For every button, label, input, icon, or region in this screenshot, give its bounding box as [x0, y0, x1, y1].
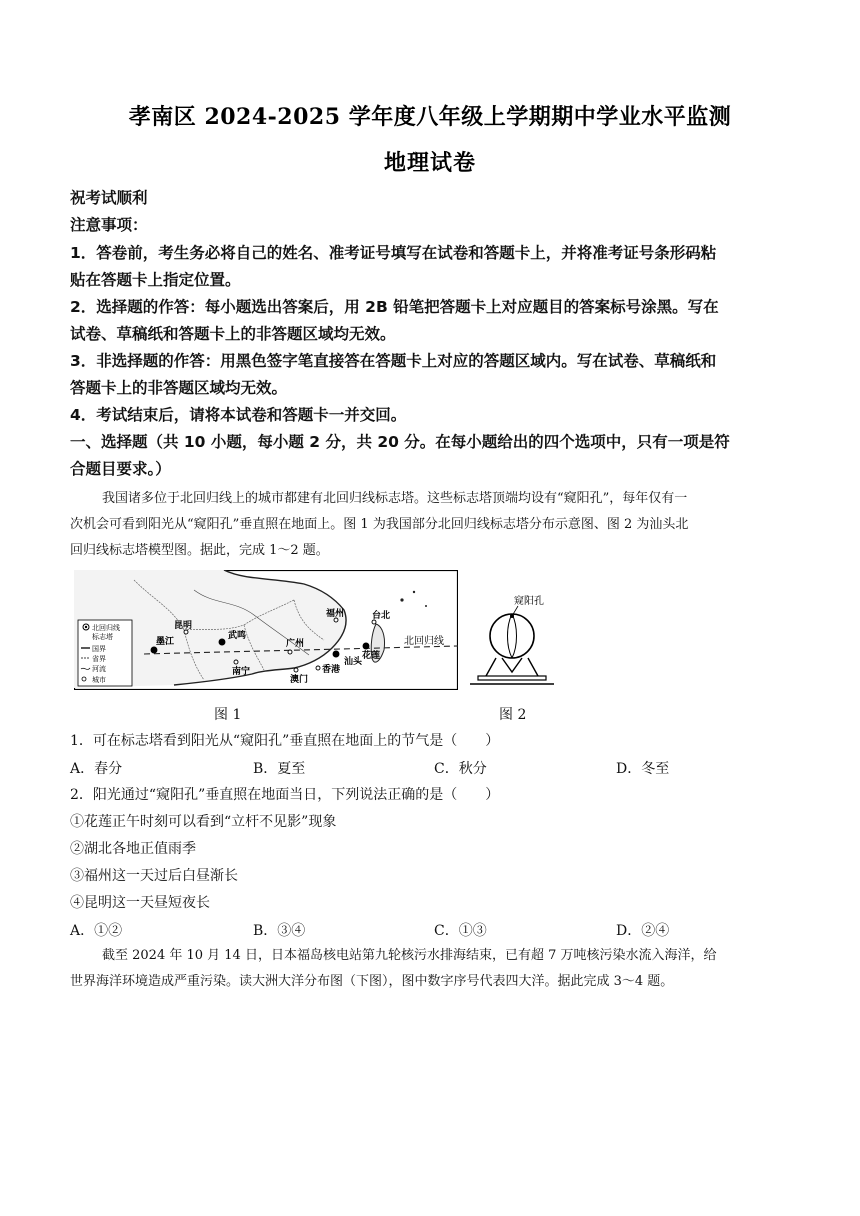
- option-a[interactable]: A．春分: [70, 761, 123, 777]
- city-label: 广州: [286, 639, 305, 649]
- passage-line: 我国诸多位于北回归线上的城市都建有北回归线标志塔。这些标志塔顶端均设有“窥阳孔”，每年仅有一: [102, 491, 688, 506]
- option-d[interactable]: D．冬至: [616, 761, 670, 777]
- city-marker: [333, 651, 339, 657]
- city-label: 台北: [372, 611, 391, 621]
- legend-item: 城市: [92, 676, 106, 684]
- city-label: 武鸣: [228, 631, 247, 641]
- legend-item: 标志塔: [92, 633, 113, 641]
- city-label: 福州: [326, 609, 345, 619]
- notice-item: 1．答卷前，考生务必将自己的姓名、准考证号填写在试卷和答题卡上，并将准考证号条形码粘: [70, 244, 717, 262]
- question-2-statement: ②湖北各地正值雨季: [70, 841, 196, 857]
- option-d[interactable]: D．②④: [616, 923, 670, 939]
- question-2-statement: ①花莲正午时刻可以看到“立杆不见影”现象: [70, 814, 337, 830]
- greeting: 祝考试顺利: [70, 189, 148, 207]
- passage-line: 回归线标志塔模型图。据此，完成 1～2 题。: [70, 543, 329, 558]
- option-b[interactable]: B．③④: [253, 923, 306, 939]
- tropic-line-label: 北回归线: [404, 636, 444, 647]
- passage-line: 截至 2024 年 10 月 14 日，日本福岛核电站第九轮核污水排海结束，已有超 7 万吨核污染水流入海洋，给: [102, 948, 717, 963]
- figure1-caption: 图 1: [214, 707, 242, 723]
- city-label: 香港: [322, 665, 341, 675]
- notice-item: 答题卡上的非答题区域均无效。: [70, 379, 288, 397]
- section-heading: 合题目要求。）: [70, 460, 171, 478]
- city-label: 南宁: [232, 667, 251, 677]
- question-2-stem: 2．阳光通过“窥阳孔”垂直照在地面当日，下列说法正确的是（ ）: [70, 787, 500, 803]
- city-marker: [151, 647, 157, 653]
- figure2-caption: 图 2: [499, 707, 527, 723]
- notice-item: 4．考试结束后，请将本试卷和答题卡一并交回。: [70, 406, 407, 424]
- notice-item: 试卷、草稿纸和答题卡上的非答题区域均无效。: [70, 325, 396, 343]
- notice-item: 贴在答题卡上指定位置。: [70, 271, 241, 289]
- passage-line: 世界海洋环境造成严重污染。读大洲大洋分布图（下图），图中数字序号代表四大洋。据此完成 3～4 题。: [70, 974, 674, 989]
- figure1-map: [74, 570, 458, 690]
- city-marker: [316, 666, 320, 670]
- legend-item: 国界: [92, 645, 106, 653]
- exam-subtitle: 地理试卷: [383, 150, 476, 176]
- city-marker: [294, 668, 298, 672]
- exam-title: 孝南区 2024-2025 学年度八年级上学期期中学业水平监测: [128, 104, 732, 130]
- question-1-options: [70, 758, 796, 778]
- question-2-options: [70, 920, 796, 940]
- section-heading: 一、选择题（共 10 小题，每小题 2 分，共 20 分。在每小题给出的四个选项中，只有一项是符: [70, 433, 730, 451]
- city-label: 墨江: [156, 637, 175, 647]
- city-label: 澳门: [290, 675, 309, 685]
- option-a[interactable]: A．①②: [70, 923, 123, 939]
- legend-item: 河流: [92, 665, 106, 673]
- legend-item: 北回归线: [92, 624, 120, 632]
- option-c[interactable]: C．秋分: [434, 761, 487, 777]
- city-label: 花莲: [362, 651, 381, 661]
- passage-line: 次机会可看到阳光从“窥阳孔”垂直照在地面上。图 1 为我国部分北回归线标志塔分布示意图、图 2 为汕头北: [70, 517, 689, 532]
- question-2-statement: ③福州这一天过后白昼渐长: [70, 868, 238, 884]
- option-b[interactable]: B．夏至: [253, 761, 306, 777]
- figure2-label: 窥阳孔: [514, 596, 544, 607]
- city-marker: [363, 643, 369, 649]
- option-c[interactable]: C．①③: [434, 923, 487, 939]
- notice-item: 2．选择题的作答：每小题选出答案后，用 2B 铅笔把答题卡上对应题目的答案标号涂黑。写在: [70, 298, 719, 316]
- notice-heading: 注意事项：: [70, 216, 148, 234]
- question-2-statement: ④昆明这一天昼短夜长: [70, 895, 210, 911]
- question-1-stem: 1．可在标志塔看到阳光从“窥阳孔”垂直照在地面上的节气是（ ）: [70, 733, 500, 749]
- figure2-tower: [466, 592, 558, 688]
- city-label: 汕头: [344, 657, 363, 667]
- notice-item: 3．非选择题的作答：用黑色签字笔直接答在答题卡上对应的答题区域内。写在试卷、草稿纸和: [70, 352, 717, 370]
- city-label: 昆明: [174, 621, 193, 631]
- legend-item: 省界: [92, 655, 106, 663]
- city-marker: [234, 660, 238, 664]
- city-marker: [288, 650, 292, 654]
- city-marker: [219, 639, 225, 645]
